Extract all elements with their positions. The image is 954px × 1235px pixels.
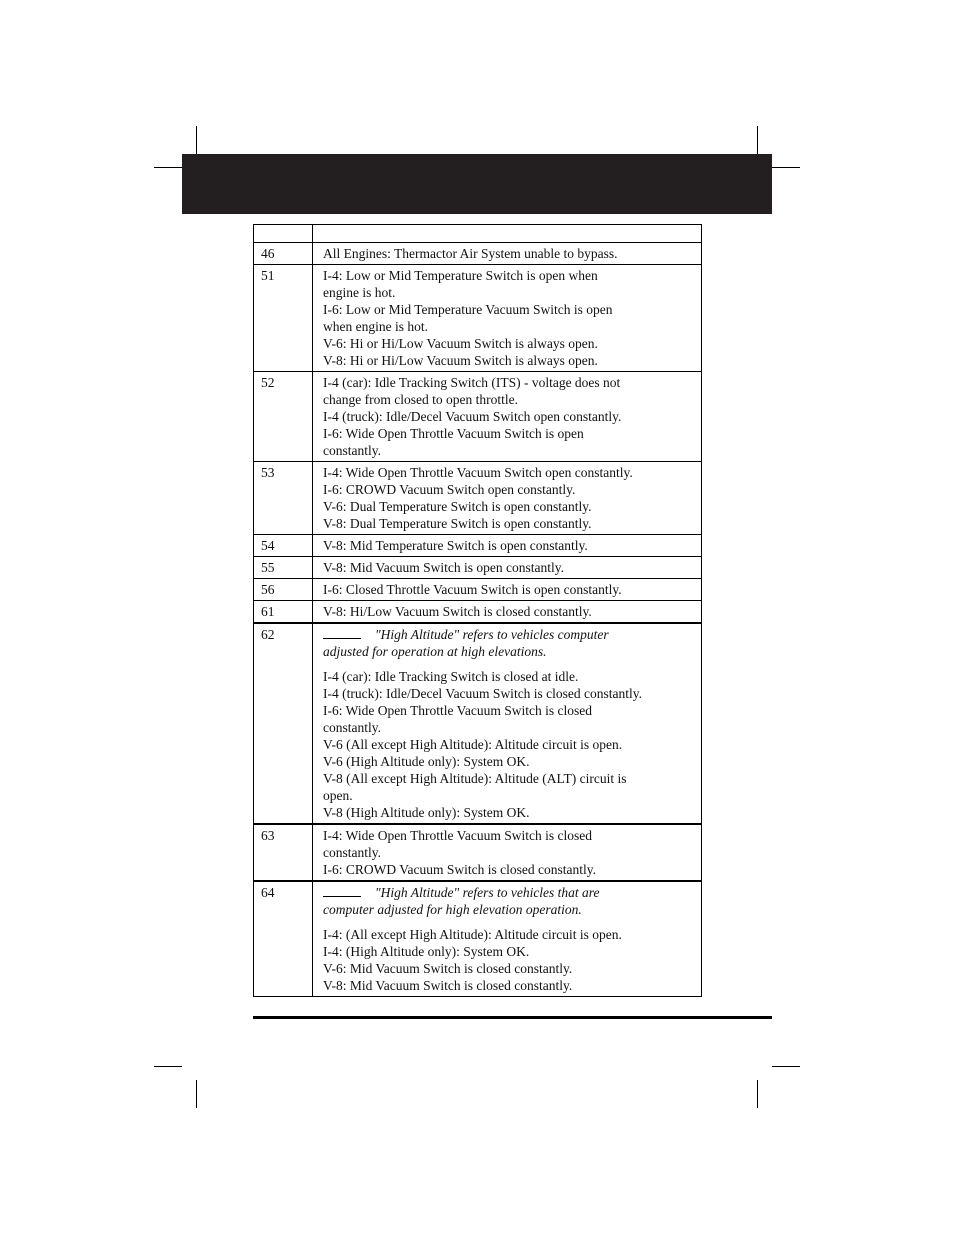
description-line: I-4: Wide Open Throttle Vacuum Switch is closed <box>323 828 593 843</box>
table-body <box>254 225 702 997</box>
description-cell <box>313 824 702 881</box>
description-line: V-8 (High Altitude only): System OK. <box>323 805 530 820</box>
description-line: V-8: Mid Vacuum Switch is open constantly. <box>323 560 564 575</box>
description-cell <box>313 243 702 265</box>
note-label-blank <box>323 885 361 897</box>
description-cell <box>313 265 702 372</box>
description-line: V-8: Dual Temperature Switch is open constantly. <box>323 516 592 531</box>
description-cell <box>313 372 702 462</box>
description-line: constantly. <box>323 443 381 458</box>
description-line: V-8 (All except High Altitude): Altitude (ALT) circuit is <box>323 771 627 786</box>
description-cell <box>313 462 702 535</box>
description-line: I-4: Low or Mid Temperature Switch is open when <box>323 268 598 283</box>
code-cell: 54 <box>254 535 313 557</box>
description-line: when engine is hot. <box>323 319 428 334</box>
description-line: I-4: (High Altitude only): System OK. <box>323 944 530 959</box>
description-line: constantly. <box>323 845 381 860</box>
table-row <box>254 824 702 881</box>
note-line <box>323 901 701 918</box>
crop-mark <box>196 1080 197 1108</box>
description-line: I-6: CROWD Vacuum Switch open constantly. <box>323 482 576 497</box>
description-line: I-4 (car): Idle Tracking Switch is closed at idle. <box>323 669 579 684</box>
description-cell <box>313 881 702 997</box>
description-line: V-8: Mid Vacuum Switch is closed constantly. <box>323 978 573 993</box>
description-line: open. <box>323 788 353 803</box>
table-row <box>254 265 702 372</box>
description-cell <box>313 557 702 579</box>
header-code-cell <box>254 225 313 243</box>
code-cell: 63 <box>254 824 313 881</box>
table-row <box>254 535 702 557</box>
description-cell <box>313 579 702 601</box>
description-line: V-6: Mid Vacuum Switch is closed constantly. <box>323 961 573 976</box>
table-row <box>254 372 702 462</box>
description-line: I-6: Wide Open Throttle Vacuum Switch is open <box>323 426 584 441</box>
description-line: V-8: Mid Temperature Switch is open constantly. <box>323 538 588 553</box>
table-row <box>254 623 702 824</box>
code-cell: 56 <box>254 579 313 601</box>
description-line: All Engines: Thermactor Air System unable to bypass. <box>323 246 618 261</box>
table-row <box>254 462 702 535</box>
description-cell <box>313 601 702 624</box>
code-cell: 64 <box>254 881 313 997</box>
crop-mark <box>154 1066 182 1067</box>
crop-mark <box>772 1066 800 1067</box>
description-line: V-6 (All except High Altitude): Altitude circuit is open. <box>323 737 623 752</box>
description-line: I-6: Wide Open Throttle Vacuum Switch is closed <box>323 703 593 718</box>
description-line: V-6 (High Altitude only): System OK. <box>323 754 530 769</box>
description-line: I-4: (All except High Altitude): Altitude circuit is open. <box>323 927 622 942</box>
code-cell: 53 <box>254 462 313 535</box>
code-cell: 61 <box>254 601 313 624</box>
description-line: I-4: Wide Open Throttle Vacuum Switch open constantly. <box>323 465 633 480</box>
crop-mark <box>772 167 800 168</box>
crop-mark <box>196 126 197 154</box>
description-cell <box>313 535 702 557</box>
description-line: V-6: Hi or Hi/Low Vacuum Switch is always open. <box>323 336 598 351</box>
bottom-rule <box>253 1016 772 1019</box>
note-line <box>323 643 701 660</box>
code-cell: 62 <box>254 623 313 824</box>
note-block <box>323 884 701 918</box>
code-cell: 46 <box>254 243 313 265</box>
table-row <box>254 601 702 624</box>
note-text: "High Altitude" refers to vehicles that are <box>375 885 600 900</box>
description-line: I-6: Closed Throttle Vacuum Switch is open constantly. <box>323 582 622 597</box>
description-line: V-6: Dual Temperature Switch is open constantly. <box>323 499 592 514</box>
note-label-blank <box>323 627 361 639</box>
header-description-cell <box>313 225 702 243</box>
table-row <box>254 557 702 579</box>
description-line: I-6: CROWD Vacuum Switch is closed constantly. <box>323 862 596 877</box>
table-row <box>254 579 702 601</box>
description-cell <box>313 623 702 824</box>
crop-mark <box>757 1080 758 1108</box>
table-header-row <box>254 225 702 243</box>
code-cell: 51 <box>254 265 313 372</box>
description-line: I-6: Low or Mid Temperature Vacuum Switch is open <box>323 302 613 317</box>
description-line: constantly. <box>323 720 381 735</box>
description-line: change from closed to open throttle. <box>323 392 518 407</box>
crop-mark <box>154 167 182 168</box>
note-block <box>323 626 701 660</box>
description-line: I-4 (truck): Idle/Decel Vacuum Switch open constantly. <box>323 409 622 424</box>
table-row <box>254 243 702 265</box>
code-cell: 55 <box>254 557 313 579</box>
service-code-table <box>253 224 702 997</box>
description-line: V-8: Hi/Low Vacuum Switch is closed constantly. <box>323 604 592 619</box>
code-cell: 52 <box>254 372 313 462</box>
table-row <box>254 881 702 997</box>
description-line: engine is hot. <box>323 285 396 300</box>
description-line: V-8: Hi or Hi/Low Vacuum Switch is always open. <box>323 353 598 368</box>
crop-mark <box>757 126 758 154</box>
note-text: adjusted for operation at high elevations. <box>323 644 547 659</box>
description-line: I-4 (truck): Idle/Decel Vacuum Switch is closed constantly. <box>323 686 643 701</box>
note-line <box>323 884 701 901</box>
description-line: I-4 (car): Idle Tracking Switch (ITS) - voltage does not <box>323 375 621 390</box>
header-bar <box>182 154 772 214</box>
note-text: computer adjusted for high elevation operation. <box>323 902 582 917</box>
note-text: "High Altitude" refers to vehicles computer <box>375 627 609 642</box>
note-line <box>323 626 701 643</box>
